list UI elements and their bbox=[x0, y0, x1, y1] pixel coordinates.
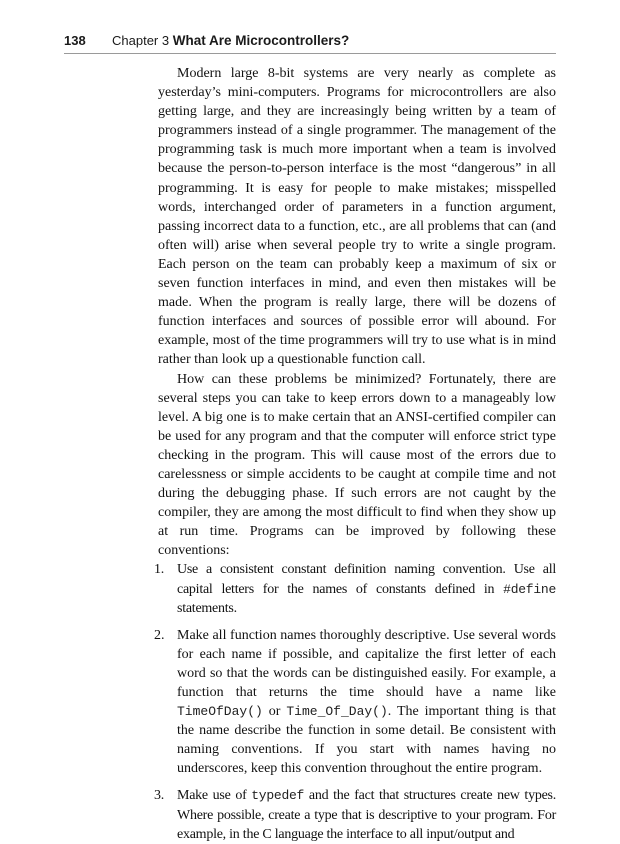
inline-code: typedef bbox=[251, 788, 305, 804]
paragraph-1: Modern large 8-bit systems are very nearly as complete as yesterday’s mini-computers. Programs for microcontrollers are also getting large, and they are increasingly being written by a team of programmers instead of a single programmer. The management of the programming task is much more important when a team is involved because the person-to-person interface is the most “dangerous” in all programming. It is easy for people to make mistakes; misspelled words, interchanged order of parameters in a function argument, passing incorrect data to a function, etc., are all problems that can (and often will) arise when several people try to write a single program. Each person on the team can probably keep a maximum of six or seven function interfaces in mind, and even then mistakes will be made. When the program is really large, there will be dozens of function interfaces and sources of possible error will abound. For example, most of the time programmers will try to use what is in mind rather than look up a questionable function call. bbox=[158, 66, 556, 368]
list-item bbox=[154, 560, 556, 617]
chapter-title: What Are Microcontrollers? bbox=[172, 33, 350, 48]
paragraph-2: How can these problems be minimized? Fortunately, there are several steps you can take to keep errors down to a manageably low level. A big one is to make certain that an ANSI-certified compiler can be used for any program and that the computer will enforce strict type checking in the program. This will cause most of the errors due to carelessness or simple accidents to be caught at compile time and not during the debugging phase. If such errors are not caught by the compiler, they are among the most difficult to find when they show up at run time. Programs can be improved by following these conventions: bbox=[158, 371, 556, 559]
inline-code: TimeOfDay() bbox=[177, 704, 263, 720]
list-text: Make all function names thoroughly descriptive. Use several words for each name if possible, and capitalize the first letter of each word so that the words can be distinguished easily. For example, a function that returns the time should have a name like bbox=[177, 627, 556, 700]
chapter-label: Chapter 3 bbox=[112, 33, 170, 48]
body-text bbox=[154, 64, 556, 844]
list-text: statements. bbox=[177, 600, 237, 616]
list-number: 2. bbox=[154, 627, 165, 643]
inline-code: Time_Of_Day() bbox=[286, 704, 388, 720]
conventions-list bbox=[154, 560, 556, 843]
list-text: . The important thing is that the name describe the function in some detail. Be consistent with naming conventions. If you start with names having no underscores, keep this convention throughout the entire program. bbox=[177, 704, 556, 777]
list-text: or bbox=[262, 704, 287, 720]
running-header bbox=[64, 33, 556, 53]
list-item bbox=[154, 786, 556, 843]
header-rule bbox=[64, 53, 556, 54]
list-item bbox=[154, 626, 556, 779]
list-text: Use a consistent constant definition naming convention. Use all capital letters for the names of constants defined in bbox=[177, 562, 556, 597]
page-number: 138 bbox=[64, 33, 86, 48]
list-number: 3. bbox=[154, 788, 164, 804]
list-text: Make use of bbox=[177, 788, 252, 804]
inline-code: #define bbox=[503, 581, 556, 597]
chapter-heading bbox=[112, 33, 349, 48]
list-number: 1. bbox=[154, 562, 164, 578]
list-text: and the fact that structures create new types. Where possible, create a type that is descriptive to your program. For example, in the C language the interface to all input/output and bbox=[177, 788, 556, 842]
